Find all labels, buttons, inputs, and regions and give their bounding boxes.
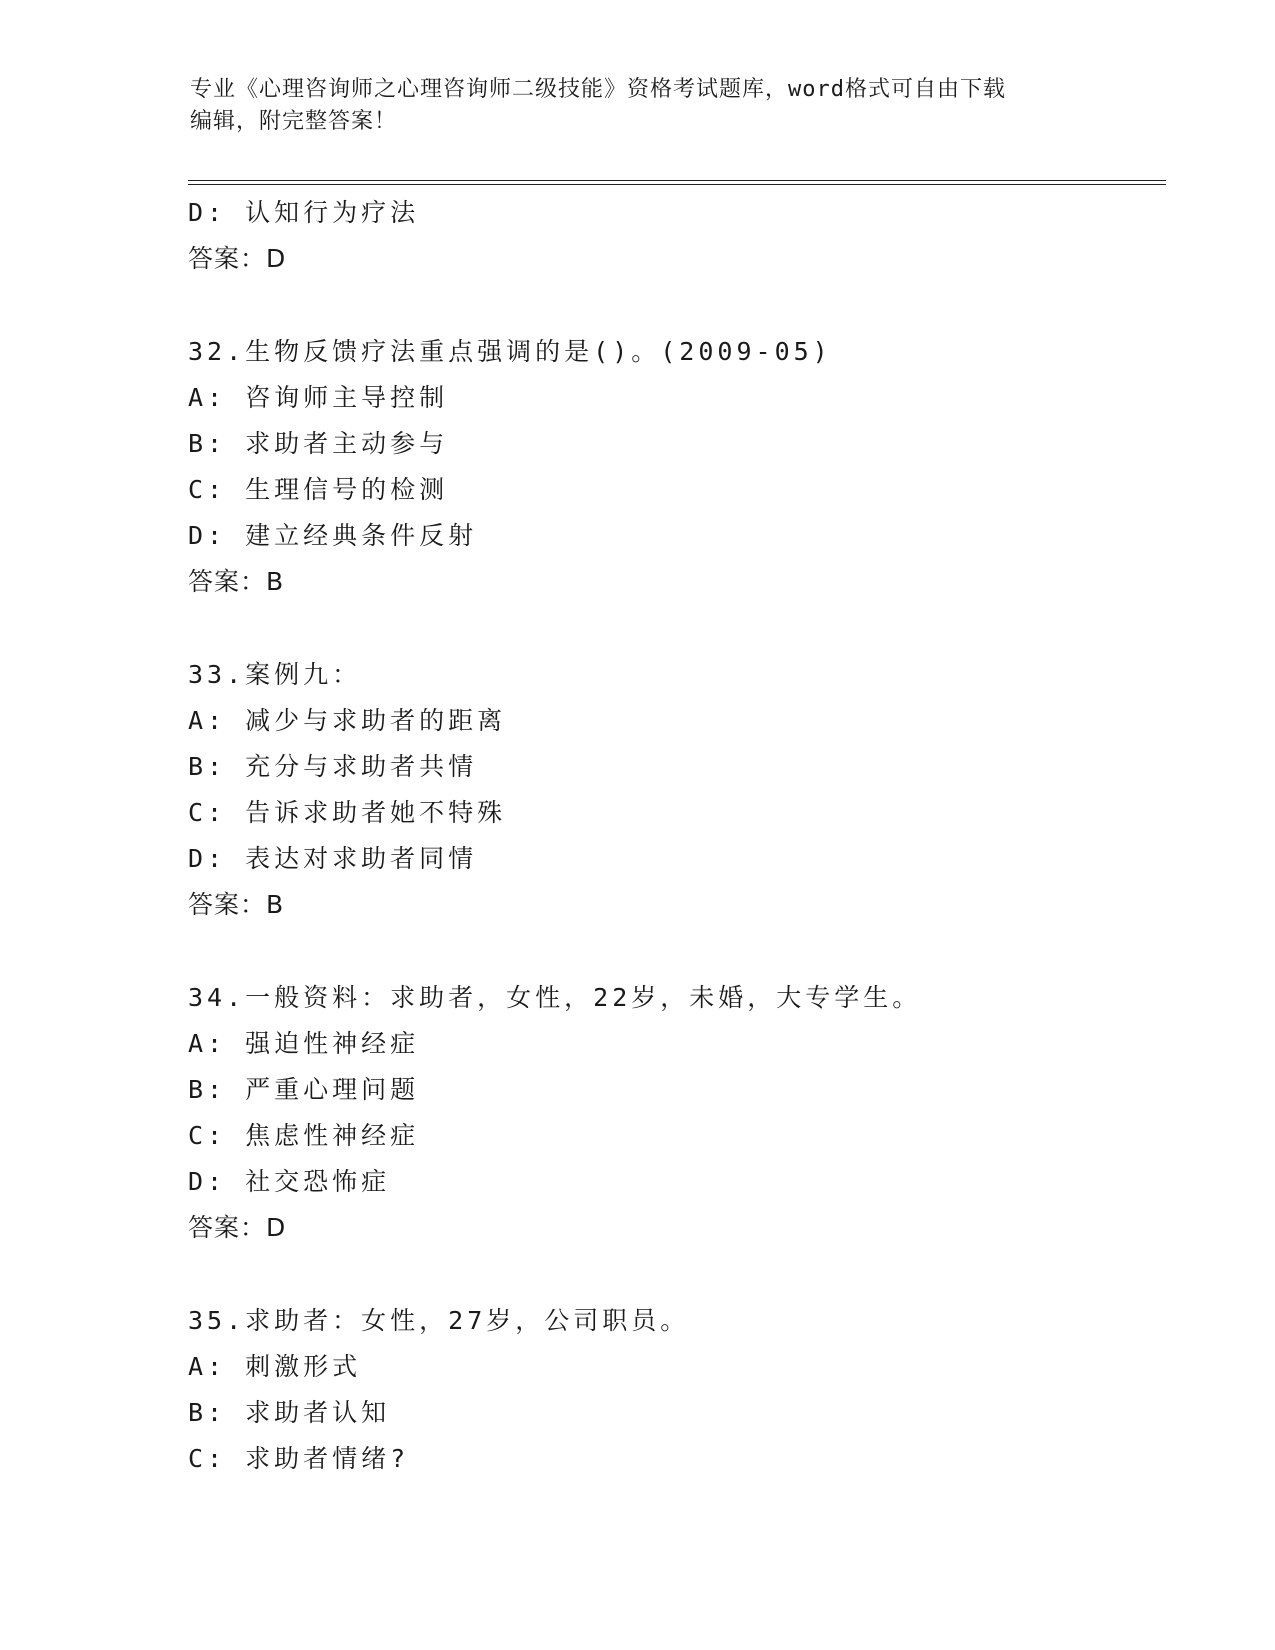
option-a: A: 减少与求助者的距离: [188, 706, 507, 735]
answer: 答案：D: [188, 244, 287, 273]
option-d: D: 建立经典条件反射: [188, 521, 478, 550]
question-stem: 33.案例九：: [188, 660, 362, 689]
document-header: [190, 74, 1090, 138]
header-line-1: 专业《心理咨询师之心理咨询师二级技能》资格考试题库，word格式可自由下载: [190, 77, 1006, 102]
option-a: A: 强迫性神经症: [188, 1029, 420, 1058]
answer: 答案：B: [188, 567, 285, 596]
option-c: C: 告诉求助者她不特殊: [188, 798, 507, 827]
answer: 答案：B: [188, 890, 285, 919]
question-stem: 35.求助者：女性，27岁，公司职员。: [188, 1306, 690, 1335]
question-35: [188, 1298, 1168, 1482]
question-34: [188, 975, 1168, 1251]
option-b: B: 求助者主动参与: [188, 429, 449, 458]
question-list: [188, 190, 1168, 1482]
option-d: D: 认知行为疗法: [188, 198, 420, 227]
option-c: C: 求助者情绪?: [188, 1444, 410, 1473]
option-c: C: 生理信号的检测: [188, 475, 449, 504]
question-32: [188, 329, 1168, 605]
question-33: [188, 652, 1168, 928]
option-a: A: 咨询师主导控制: [188, 383, 449, 412]
header-line-2: 编辑，附完整答案！: [190, 109, 398, 134]
option-c: C: 焦虑性神经症: [188, 1121, 420, 1150]
option-d: D: 社交恐怖症: [188, 1167, 391, 1196]
option-b: B: 充分与求助者共情: [188, 752, 478, 781]
question-stem: 32.生物反馈疗法重点强调的是()。(2009-05): [188, 337, 832, 366]
header-divider: [188, 180, 1166, 185]
answer: 答案：D: [188, 1213, 287, 1242]
question-31-tail: [188, 190, 1168, 282]
option-b: B: 求助者认知: [188, 1398, 391, 1427]
option-b: B: 严重心理问题: [188, 1075, 420, 1104]
option-d: D: 表达对求助者同情: [188, 844, 478, 873]
question-stem: 34.一般资料：求助者，女性，22岁，未婚，大专学生。: [188, 983, 922, 1012]
option-a: A: 刺激形式: [188, 1352, 362, 1381]
